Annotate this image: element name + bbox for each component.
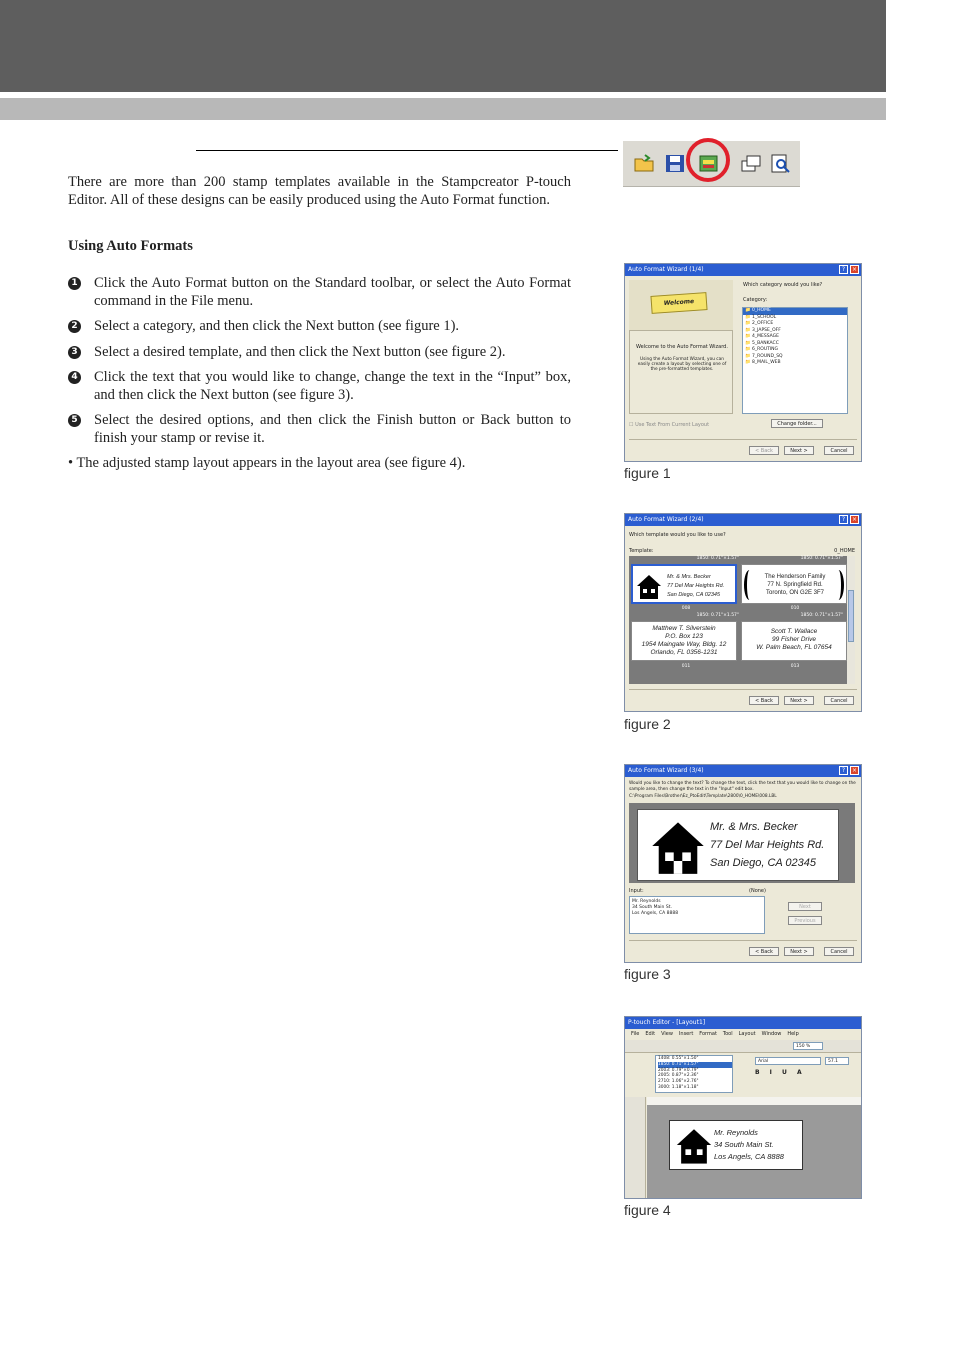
transfer-icon[interactable] (740, 153, 762, 173)
tape-size-list[interactable] (655, 1055, 733, 1093)
help-icon[interactable]: ? (839, 766, 848, 775)
next-item-button[interactable]: Next (788, 902, 822, 911)
template-id: 008 (629, 606, 743, 612)
step-1 (68, 275, 571, 310)
step-number: 2 (68, 320, 81, 333)
subheader-band (0, 98, 886, 120)
template-size: 1850: 0.71"×1.57" (743, 613, 847, 619)
step-4 (68, 369, 571, 404)
template-grid[interactable] (629, 556, 855, 684)
template-size: 1850: 0.71"×1.57" (743, 556, 847, 562)
menu-item[interactable]: Insert (678, 1031, 694, 1037)
step-text: Select a desired template, and then click the Next button (see figure 2). (94, 343, 506, 360)
figure-3-dialog (624, 764, 862, 963)
step-text: Select the desired options, and then click the Finish button or Back button to finish your stamp or revise it. (94, 412, 571, 446)
welcome-title: Welcome to the Auto Format Wizard. (636, 344, 728, 350)
template-line: 99 Fisher Drive (771, 636, 817, 643)
size-item[interactable]: 2003: 0.79"×0.79" (658, 1067, 699, 1073)
step-3 (68, 344, 571, 362)
next-button[interactable]: Next > (784, 696, 814, 705)
stamp-line[interactable]: San Diego, CA 02345 (710, 857, 816, 869)
template-id: 010 (743, 606, 847, 612)
step-number: 4 (68, 371, 81, 384)
layout-stamp[interactable] (669, 1120, 803, 1170)
title-rule (196, 150, 618, 151)
welcome-body: Using the Auto Format Wizard, you can easily create a layout by selecting one of the pre-formatted templates. (637, 357, 727, 372)
save-icon[interactable] (664, 153, 686, 173)
back-button[interactable]: < Back (749, 947, 779, 956)
template-line: Scott T. Wallace (770, 628, 818, 635)
template-id: 013 (743, 664, 847, 670)
category-item[interactable]: 📁 8_MAIL_WEB (745, 360, 781, 365)
house-icon (635, 572, 663, 600)
size-item[interactable]: 1408: 0.55"×1.50" (658, 1056, 699, 1061)
step-number: 1 (68, 277, 81, 290)
template-008[interactable] (631, 564, 737, 604)
menu-item[interactable]: Format (699, 1031, 717, 1037)
category-item[interactable]: 📁 3_JAPSE_OFF (745, 327, 781, 333)
size-item[interactable]: 2710: 1.06"×2.76" (658, 1079, 699, 1085)
input-line: 34 South Main St. (632, 905, 672, 910)
section-heading: Using Auto Formats (68, 238, 193, 254)
folder-name: 0_HOME (834, 548, 855, 554)
menu-bar (625, 1029, 862, 1039)
back-button[interactable]: < Back (749, 696, 779, 705)
template-size: 1850: 0.71"×1.57" (629, 556, 743, 562)
category-label: Category: (743, 297, 768, 303)
none-label: (None) (749, 888, 766, 894)
dialog-titlebar (625, 765, 861, 777)
draw-tools-bar (625, 1097, 646, 1199)
template-size: 1850: 0.71"×1.57" (629, 613, 743, 619)
result-note: • The adjusted stamp layout appears in the layout area (see figure 4). (68, 455, 466, 471)
dialog-titlebar (625, 514, 861, 526)
input-textbox[interactable] (629, 896, 765, 934)
header-band (0, 0, 886, 92)
house-icon (674, 1125, 714, 1165)
cancel-button[interactable]: Cancel (824, 696, 854, 705)
layout-line[interactable]: 34 South Main St. (714, 1140, 774, 1149)
steps-list (68, 275, 571, 473)
cancel-button[interactable]: Cancel (824, 446, 854, 455)
welcome-badge: Welcome (650, 292, 707, 314)
step-number: 5 (68, 414, 81, 427)
stamp-line[interactable]: 77 Del Mar Heights Rd. (710, 839, 825, 851)
close-icon[interactable]: × (851, 516, 858, 523)
template-line: Mr. & Mrs. Becker (667, 574, 711, 580)
step-5 (68, 412, 571, 447)
format-buttons[interactable]: B I U A (755, 1069, 806, 1076)
ruler (647, 1097, 862, 1106)
template-011[interactable] (631, 621, 737, 661)
size-item[interactable]: 3000: 1.18"×1.18" (658, 1084, 699, 1090)
change-text-question: Would you like to change the text? To change the text, click the text that you would like to change on the sample area, then change the text in the "Input" edit box. (629, 781, 856, 792)
scroll-thumb[interactable] (848, 590, 854, 642)
menu-item[interactable]: View (661, 1031, 673, 1037)
checkbox-label: Use Text From Current Layout (635, 422, 710, 428)
figure-2-caption: figure 2 (624, 716, 671, 732)
help-icon[interactable]: ? (839, 515, 848, 524)
category-question: Which category would you like? (743, 282, 823, 288)
back-button[interactable]: < Back (749, 446, 779, 455)
category-items (743, 308, 847, 367)
figure-4-caption: figure 4 (624, 1202, 671, 1218)
menu-item[interactable]: Window (761, 1031, 782, 1037)
category-item[interactable]: 📁 0_HOME (743, 308, 847, 315)
divider (629, 940, 857, 941)
template-label: Template: (629, 548, 654, 554)
template-scrollbar[interactable] (847, 556, 855, 684)
editor-titlebar (625, 1017, 861, 1029)
figure-4-editor (624, 1016, 862, 1199)
dialog-title: Auto Format Wizard (2/4) (628, 516, 704, 523)
template-line: W. Palm Beach, FL 07654 (756, 644, 832, 651)
divider (629, 439, 857, 440)
template-line: Matthew T. Silverstein (652, 625, 716, 632)
category-list[interactable] (742, 307, 848, 414)
bracket-right (833, 570, 844, 600)
divider (629, 689, 857, 690)
zoom-select[interactable]: 150 % (793, 1042, 823, 1050)
layout-line[interactable]: Mr. Reynolds (714, 1128, 758, 1137)
house-icon (648, 816, 708, 876)
font-select[interactable]: Arial (755, 1057, 821, 1065)
stamp-line[interactable]: Mr. & Mrs. Becker (710, 821, 798, 833)
intro-paragraph: There are more than 200 stamp templates available in the Stampcreator P-touch Editor. All of these designs can be easily produced using the Auto Format function. (68, 174, 571, 208)
dialog-title: Auto Format Wizard (3/4) (628, 767, 704, 774)
size-item[interactable]: 1850: 0.71"×1.57" (658, 1062, 732, 1068)
template-id: 011 (629, 664, 743, 670)
template-path: C:\Program Files\Brother\Ez_PtoEdit\Template\2800\0_HOME\008.LBL (629, 794, 777, 799)
welcome-panel (629, 330, 733, 414)
close-icon[interactable]: × (851, 767, 858, 774)
category-item[interactable]: 📁 2_OFFICE (745, 321, 774, 326)
help-icon[interactable]: ? (839, 265, 848, 274)
template-question: Which template would you like to use? (629, 532, 726, 538)
template-line: Orlando, FL 0356-1231 (650, 649, 718, 656)
menu-items (625, 1031, 799, 1037)
step-text: Select a category, and then click the Next button (see figure 1). (94, 318, 460, 334)
use-text-checkbox[interactable]: ☐ Use Text From Current Layout (629, 422, 710, 428)
figure-1-caption: figure 1 (624, 465, 671, 481)
menu-item[interactable]: Layout (738, 1031, 756, 1037)
category-item[interactable]: 📁 5_BANKACC (745, 340, 779, 346)
font-size-select[interactable]: 57.1 (825, 1057, 849, 1065)
next-button[interactable]: Next > (784, 947, 814, 956)
editor-title: P-touch Editor - [Layout1] (628, 1019, 706, 1026)
template-line: 1954 Maingate Way, Bldg. 12 (641, 641, 727, 648)
sample-area (629, 803, 855, 883)
menu-item[interactable]: Edit (645, 1031, 656, 1037)
template-line: Toronto, ON G2E 3F7 (765, 590, 825, 596)
highlight-ring (686, 138, 730, 182)
size-items (658, 1056, 732, 1091)
editor-toolbar (625, 1040, 862, 1053)
template-013[interactable] (741, 621, 847, 661)
layout-line[interactable]: Los Angels, CA 8888 (714, 1152, 784, 1161)
layout-area (647, 1106, 862, 1199)
menu-item[interactable]: Help (787, 1031, 799, 1037)
input-label: Input: (629, 888, 644, 894)
cancel-button[interactable]: Cancel (824, 947, 854, 956)
step-number: 3 (68, 346, 81, 359)
input-line: Mr. Reynolds (632, 899, 661, 904)
figure-2-dialog (624, 513, 862, 712)
category-item[interactable]: 📁 7_ROUND_SQ (745, 353, 783, 359)
print-preview-icon[interactable] (769, 153, 791, 173)
menu-item[interactable]: Tool (722, 1031, 733, 1037)
step-2 (68, 318, 571, 336)
size-item[interactable]: 2005: 0.87"×2.36" (658, 1073, 699, 1079)
input-line: Los Angels, CA 8888 (632, 911, 679, 916)
template-line: P.O. Box 123 (665, 633, 703, 640)
menu-item[interactable]: File (631, 1031, 640, 1037)
stamp-preview[interactable] (637, 809, 839, 881)
category-item[interactable]: 📁 6_ROUTING (745, 347, 779, 352)
step-text: Click the Auto Format button on the Standard toolbar, or select the Auto Format command in the File menu. (94, 275, 571, 309)
welcome-illustration (629, 280, 733, 330)
previous-item-button[interactable]: Previous (788, 916, 822, 925)
template-line: San Diego, CA 02345 (667, 592, 720, 598)
template-line: 77 N. Springfield Rd. (767, 582, 823, 588)
template-line: The Henderson Family (764, 574, 826, 580)
next-button[interactable]: Next > (784, 446, 814, 455)
step-text: Click the text that you would like to change, change the text in the “Input” box, and then click the Next button (see figure 3). (94, 369, 571, 403)
change-folder-button[interactable]: Change folder... (771, 419, 823, 428)
template-010[interactable] (741, 564, 847, 604)
open-folder-icon[interactable] (633, 153, 655, 173)
dialog-titlebar (625, 264, 861, 276)
category-item[interactable]: 📁 4_MESSAGE (745, 334, 779, 339)
figure-1-dialog (624, 263, 862, 462)
close-icon[interactable]: × (851, 266, 858, 273)
dialog-title: Auto Format Wizard (1/4) (628, 266, 704, 273)
template-line: 77 Del Mar Heights Rd. (667, 583, 725, 589)
figure-3-caption: figure 3 (624, 966, 671, 982)
category-item[interactable]: 📁 1_SCHOOL (745, 314, 777, 320)
